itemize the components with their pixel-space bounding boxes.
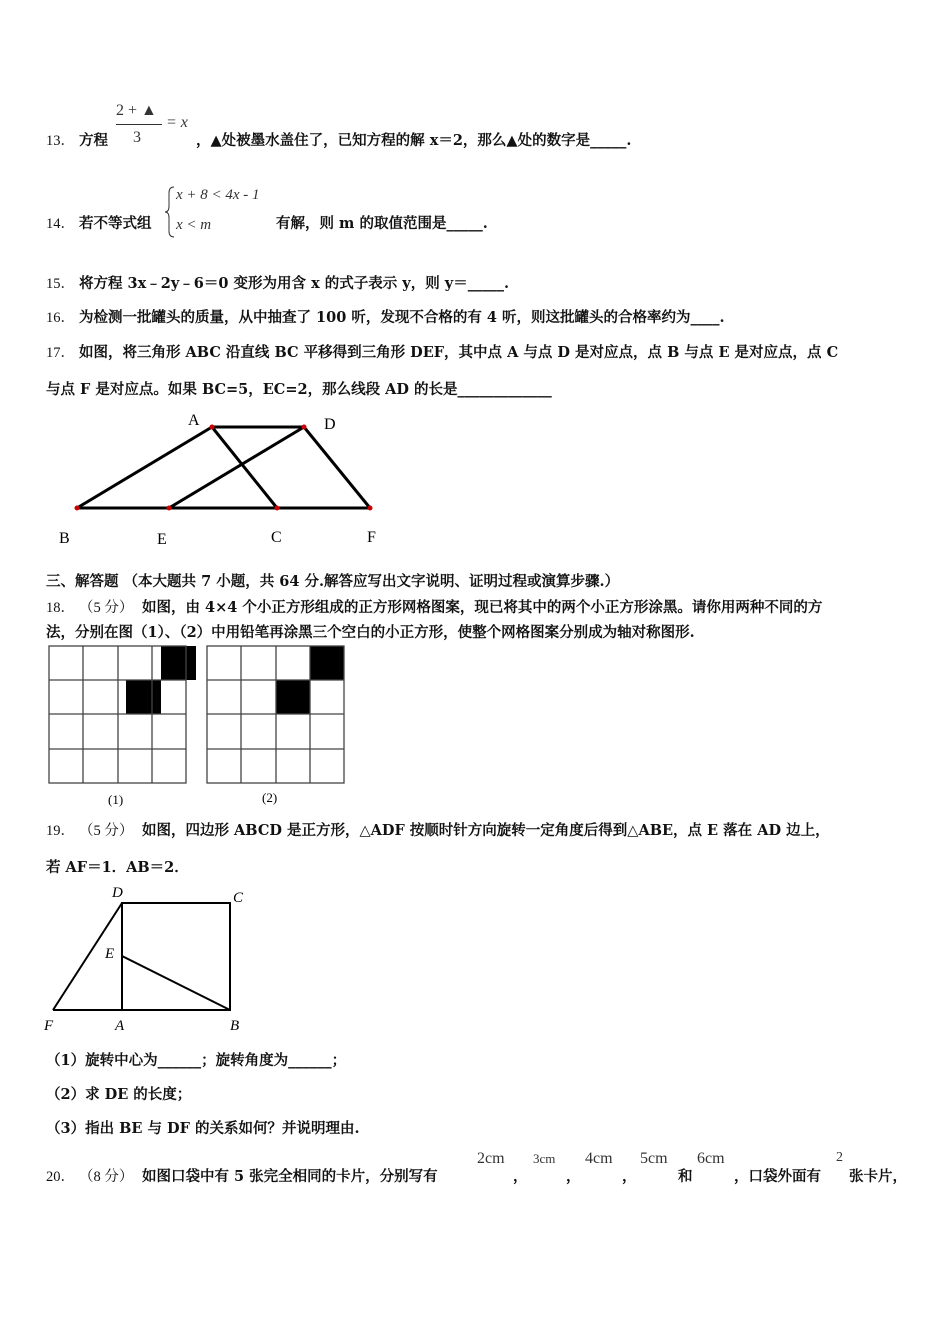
- question-19-number: 19．: [46, 823, 75, 839]
- card-value-5: 6cm: [697, 1150, 725, 1167]
- fraction-rhs: = x: [166, 114, 188, 131]
- label-E: E: [105, 946, 115, 962]
- segment-EB: [122, 956, 230, 1010]
- point-F: [368, 506, 373, 511]
- question-16-text: 为检测一批罐头的质量，从中抽查了 100 听，发现不合格的有 4 听，则这批罐头的合格率约为____.: [79, 309, 725, 326]
- question-lead: 若不等式组: [79, 215, 152, 232]
- point-E: [167, 506, 172, 511]
- point-B: [75, 506, 80, 511]
- question-number: 20．: [46, 1169, 75, 1185]
- label-A: A: [115, 1018, 125, 1034]
- label-D: D: [324, 416, 336, 433]
- grid-1: [49, 646, 196, 807]
- question-number: 13．: [46, 133, 75, 149]
- card-count: 2: [836, 1150, 843, 1165]
- separator: ，: [566, 1168, 581, 1185]
- label-D: D: [112, 885, 123, 901]
- segment-DF: [304, 427, 370, 508]
- question-15-number: 15．: [46, 276, 75, 292]
- question-18-line-2: 法，分别在图（1）、（2）中用铅笔再涂黑三个空白的小正方形，使整个网格图案分别成为轴对称图形.: [46, 624, 695, 641]
- question-tail: 张卡片，: [849, 1168, 907, 1185]
- question-19-sub-2: （2）求 DE 的长度；: [46, 1086, 192, 1103]
- point-D: [302, 425, 307, 430]
- grid-2-caption: (2): [262, 790, 278, 805]
- question-19-sub-3: （3）指出 BE 与 DF 的关系如何？并说明理由.: [46, 1120, 360, 1137]
- label-E: E: [157, 531, 167, 548]
- label-F: F: [44, 1018, 54, 1034]
- square-figure: [40, 880, 260, 1040]
- question-lead: 如图口袋中有 5 张完全相同的卡片，分别写有: [142, 1168, 438, 1185]
- question-19-score: （5 分）: [79, 823, 134, 839]
- grid-figures: [44, 642, 364, 812]
- and-text: 和: [678, 1168, 693, 1185]
- label-A: A: [188, 412, 200, 429]
- grid-1-caption: (1): [108, 792, 124, 807]
- question-18-number: 18．: [46, 600, 75, 616]
- question-15-text: 将方程 3x﹣2y﹣6＝0 变形为用含 x 的式子表示 y，则 y＝_____.: [79, 275, 510, 292]
- card-value-3: 4cm: [585, 1150, 613, 1167]
- separator: ，: [622, 1168, 637, 1185]
- shaded-cell: [276, 680, 310, 714]
- fraction-denominator: 3: [133, 129, 141, 146]
- question-17-number: 17．: [46, 345, 75, 361]
- grid-2: [207, 646, 344, 805]
- separator: ，: [513, 1168, 528, 1185]
- square-ABCD: [122, 903, 230, 1010]
- question-17-line-1: 如图，将三角形 ABC 沿直线 BC 平移得到三角形 DEF，其中点 A 与点 D 是对应点，点 B 与点 E 是对应点，点 C: [79, 344, 839, 361]
- label-F: F: [367, 529, 376, 546]
- card-value-2: 3cm: [533, 1151, 556, 1166]
- question-19-line-1: 如图，四边形 ABCD 是正方形，△ADF 按顺时针方向旋转一定角度后得到△ABE，点 E 落在 AD 边上，: [142, 822, 830, 839]
- label-C: C: [233, 890, 244, 906]
- system-row-1: x + 8 < 4x - 1: [176, 187, 260, 203]
- question-text: 有解，则 m 的取值范围是_____.: [276, 215, 488, 232]
- question-mid: ，口袋外面有: [734, 1168, 821, 1185]
- point-C: [275, 506, 280, 511]
- segment-AC: [212, 427, 277, 508]
- question-18-line-1: 如图，由 4×4 个小正方形组成的正方形网格图案，现已将其中的两个小正方形涂黑。请你用两种不同的方: [142, 599, 823, 616]
- card-value-1: 2cm: [477, 1150, 505, 1167]
- question-19-line-2: 若 AF＝1．AB＝2．: [46, 859, 189, 876]
- system-row-2: x < m: [176, 217, 212, 233]
- question-17-line-2: 与点 F 是对应点。如果 BC=5，EC=2，那么线段 AD 的长是_____________: [46, 381, 552, 398]
- shaded-cell: [161, 646, 196, 680]
- question-score: （8 分）: [79, 1169, 134, 1185]
- question-lead: 方程: [79, 132, 108, 149]
- question-19-sub-1: （1）旋转中心为______；旋转角度为______；: [46, 1052, 347, 1069]
- question-text: ，▲处被墨水盖住了，已知方程的解 x＝2，那么▲处的数字是_____.: [196, 132, 632, 149]
- point-A: [210, 425, 215, 430]
- shaded-cell: [126, 680, 161, 714]
- translation-figure: [40, 405, 400, 550]
- question-16-number: 16．: [46, 310, 75, 326]
- card-value-4: 5cm: [640, 1150, 668, 1167]
- fraction-numerator: 2 + ▲: [116, 102, 157, 119]
- shaded-cell: [310, 646, 344, 680]
- fraction-bar: [116, 124, 162, 125]
- section-heading: 三、解答题 （本大题共 7 小题，共 64 分.解答应写出文字说明、证明过程或演算步骤.）: [46, 573, 620, 590]
- brace-icon: [164, 185, 176, 239]
- label-C: C: [271, 529, 282, 546]
- label-B: B: [59, 530, 70, 547]
- question-18-score: （5 分）: [79, 600, 134, 616]
- question-number: 14．: [46, 216, 75, 232]
- label-B: B: [230, 1018, 240, 1034]
